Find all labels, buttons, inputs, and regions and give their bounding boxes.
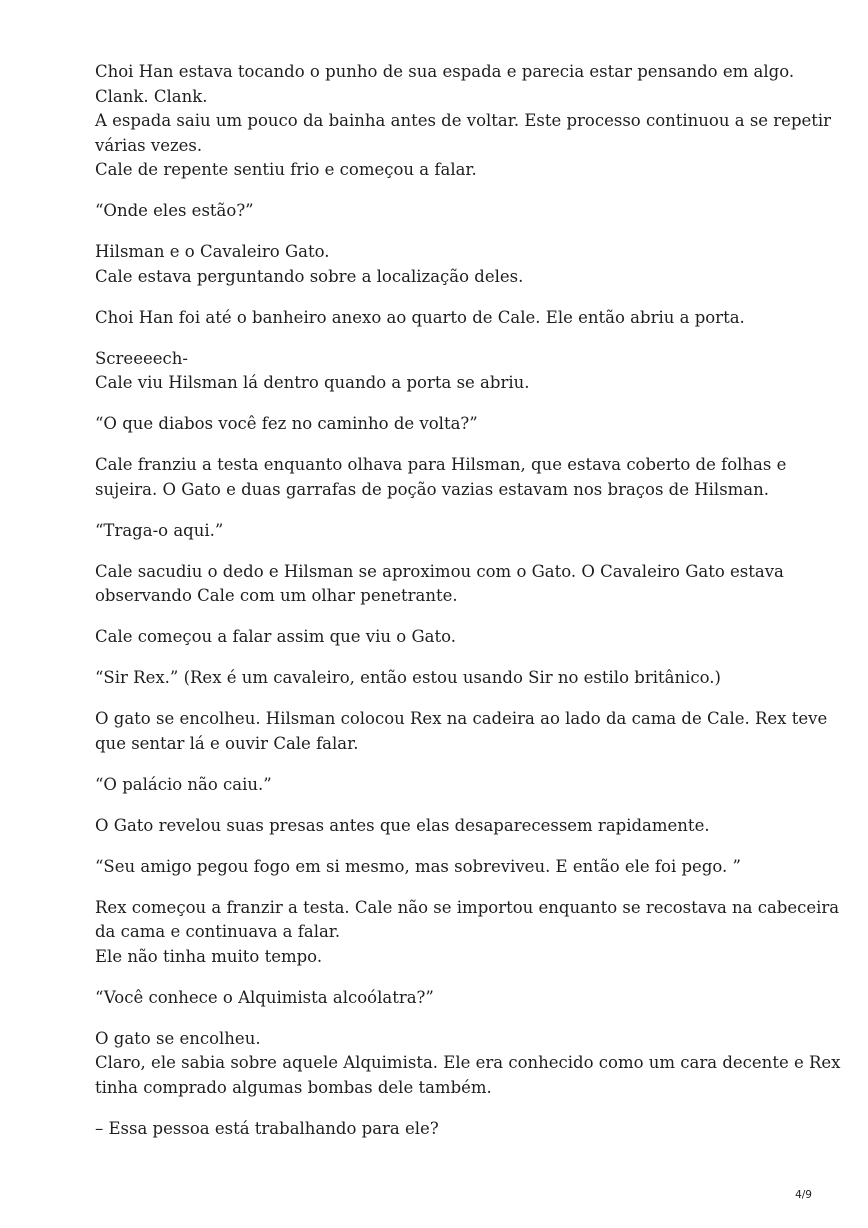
- text-line: observando Cale com um olhar penetrante.: [95, 586, 458, 605]
- text-line: várias vezes.: [95, 135, 203, 155]
- paragraph: [95, 986, 785, 1011]
- paragraph: [95, 347, 785, 396]
- text-line: Choi Han foi até o banheiro anexo ao quarto de Cale. Ele então abriu a porta.: [95, 307, 745, 327]
- text-line: “Seu amigo pegou fogo em si mesmo, mas sobreviveu. E então ele foi pego. ”: [95, 856, 741, 876]
- text-line: “Onde eles estão?”: [95, 201, 254, 220]
- text-line: O gato se encolheu.: [95, 1028, 261, 1048]
- text-line: “Você conhece o Alquimista alcoólatra?”: [95, 987, 434, 1007]
- paragraph: [95, 814, 785, 839]
- text-line: “Sir Rex.” (Rex é um cavaleiro, então estou usando Sir no estilo britânico.): [95, 668, 721, 687]
- text-line: Cale de repente sentiu frio e começou a falar.: [95, 160, 477, 179]
- paragraph: [95, 896, 840, 970]
- paragraph: [95, 666, 785, 691]
- text-line: “Traga-o aqui.”: [95, 520, 224, 540]
- paragraph: [95, 773, 785, 798]
- page-number: 4/9: [795, 1189, 812, 1201]
- paragraph: [95, 412, 785, 437]
- text-line: Ele não tinha muito tempo.: [95, 946, 323, 966]
- text-line: “O que diabos você fez no caminho de volta?”: [95, 414, 478, 433]
- text-line: tinha comprado algumas bombas dele também.: [95, 1077, 492, 1097]
- paragraph: [95, 199, 785, 224]
- text-line: Rex começou a franzir a testa. Cale não se importou enquanto se recostava na cabeceira: [95, 897, 840, 917]
- text-line: “O palácio não caiu.”: [95, 774, 272, 794]
- text-line: O gato se encolheu. Hilsman colocou Rex na cadeira ao lado da cama de Cale. Rex teve: [95, 709, 828, 728]
- text-line: Cale estava perguntando sobre a localização deles.: [95, 266, 524, 286]
- text-line: Cale sacudiu o dedo e Hilsman se aproximou com o Gato. O Cavaleiro Gato estava: [95, 561, 784, 581]
- document-body: [95, 60, 841, 1158]
- text-line: O Gato revelou suas presas antes que elas desaparecessem rapidamente.: [95, 815, 710, 835]
- paragraph: [95, 453, 785, 502]
- paragraph: [95, 707, 828, 756]
- text-line: Screeeech-: [95, 348, 188, 368]
- paragraph: [95, 560, 785, 609]
- text-line: da cama e continuava a falar.: [95, 922, 341, 941]
- paragraph: [95, 625, 785, 650]
- paragraph: [95, 519, 785, 544]
- text-line: A espada saiu um pouco da bainha antes de voltar. Este processo continuou a se repetir: [95, 111, 832, 130]
- text-line: Cale viu Hilsman lá dentro quando a porta se abriu.: [95, 373, 530, 392]
- paragraph: [95, 855, 785, 880]
- text-line: Choi Han estava tocando o punho de sua espada e parecia estar pensando em algo.: [95, 62, 795, 81]
- text-line: Hilsman e o Cavaleiro Gato.: [95, 242, 330, 261]
- text-line: – Essa pessoa está trabalhando para ele?: [95, 1118, 439, 1138]
- paragraph: [95, 60, 832, 183]
- text-line: que sentar lá e ouvir Cale falar.: [95, 733, 359, 753]
- text-line: Claro, ele sabia sobre aquele Alquimista. Ele era conhecido como um cara decente e Rex: [95, 1053, 841, 1072]
- text-line: Clank. Clank.: [95, 86, 208, 106]
- paragraph: [95, 1027, 841, 1101]
- paragraph: [95, 306, 785, 331]
- paragraph: [95, 240, 785, 289]
- text-line: sujeira. O Gato e duas garrafas de poção vazias estavam nos braços de Hilsman.: [95, 479, 770, 499]
- text-line: Cale franziu a testa enquanto olhava para Hilsman, que estava coberto de folhas e: [95, 455, 787, 474]
- text-line: Cale começou a falar assim que viu o Gato.: [95, 627, 456, 646]
- paragraph: [95, 1117, 785, 1142]
